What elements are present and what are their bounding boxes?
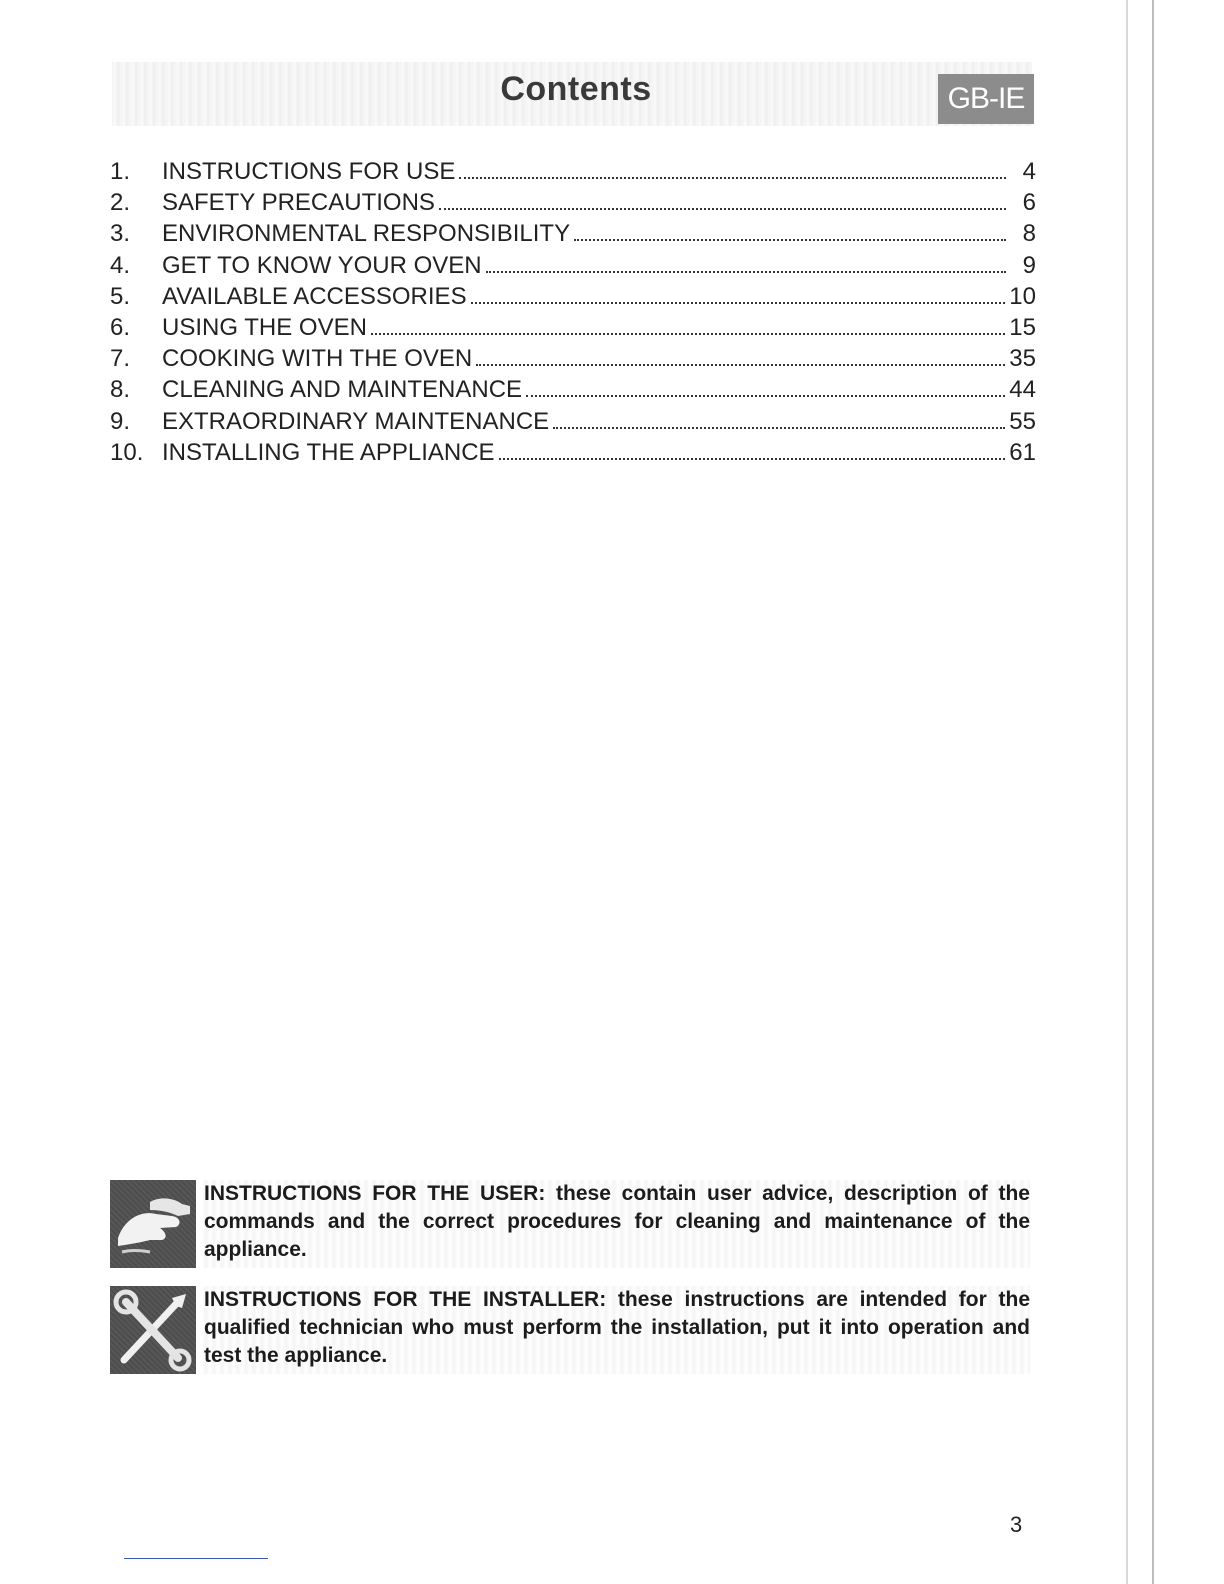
toc-page-number: 55 <box>1009 407 1036 435</box>
toc-entry-2[interactable] <box>110 189 1036 220</box>
toc-entry-1[interactable] <box>110 158 1036 189</box>
toc-title: INSTALLING THE APPLIANCE <box>162 438 495 466</box>
page-title: Contents <box>500 70 652 108</box>
toc-leader-dots <box>471 302 1006 304</box>
user-hands-icon <box>110 1180 196 1268</box>
toc-number: 2. <box>110 189 131 217</box>
toc-number: 5. <box>110 282 131 310</box>
toc-leader-dots <box>499 458 1006 460</box>
toc-entry-3[interactable] <box>110 220 1036 251</box>
toc-entry-4[interactable] <box>110 252 1036 283</box>
toc-number: 10. <box>110 438 144 466</box>
toc-title: EXTRAORDINARY MAINTENANCE <box>162 407 550 435</box>
wrench-screwdriver-icon <box>110 1286 196 1374</box>
user-note-text: INSTRUCTIONS FOR THE USER: these contain user advice, description of the commands and the correct procedures for cleaning and maintenance of the appliance. <box>204 1182 1030 1261</box>
toc-page-number: 15 <box>1009 313 1036 341</box>
toc-number: 4. <box>110 251 131 279</box>
toc-title: SAFETY PRECAUTIONS <box>162 189 435 217</box>
toc-page-number: 61 <box>1009 438 1036 466</box>
page-edge-line <box>1152 0 1154 1584</box>
toc-leader-dots <box>553 427 1005 429</box>
toc-page-number: 9 <box>1022 251 1036 279</box>
toc-leader-dots <box>526 395 1005 397</box>
toc-page-number: 8 <box>1022 220 1036 248</box>
toc-title: ENVIRONMENTAL RESPONSIBILITY <box>162 220 571 248</box>
toc-title: CLEANING AND MAINTENANCE <box>162 376 523 404</box>
toc-leader-dots <box>439 208 1006 210</box>
toc-entry-10[interactable] <box>110 439 1036 470</box>
toc-page-number: 10 <box>1009 282 1036 310</box>
toc-entry-6[interactable] <box>110 314 1036 345</box>
toc-page-number: 4 <box>1022 158 1036 185</box>
toc-number: 1. <box>110 158 131 185</box>
language-badge: GB-IE <box>938 74 1034 124</box>
toc-number: 8. <box>110 376 131 404</box>
installer-note-text: INSTRUCTIONS FOR THE INSTALLER: these instructions are intended for the qualified technician who must perform the installation, put it into operation and test the appliance. <box>204 1288 1030 1367</box>
toc-page-number: 6 <box>1022 189 1036 217</box>
user-instructions-note <box>110 1180 1030 1268</box>
toc-entry-8[interactable] <box>110 376 1036 407</box>
toc-page-number: 35 <box>1009 345 1036 373</box>
toc-title: AVAILABLE ACCESSORIES <box>162 282 467 310</box>
toc-number: 6. <box>110 313 131 341</box>
toc-title: COOKING WITH THE OVEN <box>162 345 473 373</box>
installer-note-textbox <box>202 1286 1030 1374</box>
toc-title: USING THE OVEN <box>162 313 367 341</box>
installer-instructions-note <box>110 1286 1030 1374</box>
bottom-rule <box>124 1558 268 1559</box>
toc-title: INSTRUCTIONS FOR USE <box>162 158 456 185</box>
toc-leader-dots <box>486 271 1006 273</box>
toc-leader-dots <box>459 177 1006 179</box>
toc-leader-dots <box>574 239 1006 241</box>
page-number: 3 <box>1010 1512 1023 1537</box>
toc-number: 3. <box>110 220 131 248</box>
toc-leader-dots <box>476 364 1005 366</box>
user-note-textbox <box>202 1180 1030 1268</box>
toc-number: 9. <box>110 407 131 435</box>
toc-entry-9[interactable] <box>110 408 1036 439</box>
table-of-contents <box>110 158 1036 470</box>
toc-entry-7[interactable] <box>110 345 1036 376</box>
toc-entry-5[interactable] <box>110 283 1036 314</box>
toc-page-number: 44 <box>1009 376 1036 404</box>
toc-leader-dots <box>371 333 1005 335</box>
toc-number: 7. <box>110 345 131 373</box>
page-edge-line <box>1126 0 1128 1584</box>
toc-title: GET TO KNOW YOUR OVEN <box>162 251 482 279</box>
